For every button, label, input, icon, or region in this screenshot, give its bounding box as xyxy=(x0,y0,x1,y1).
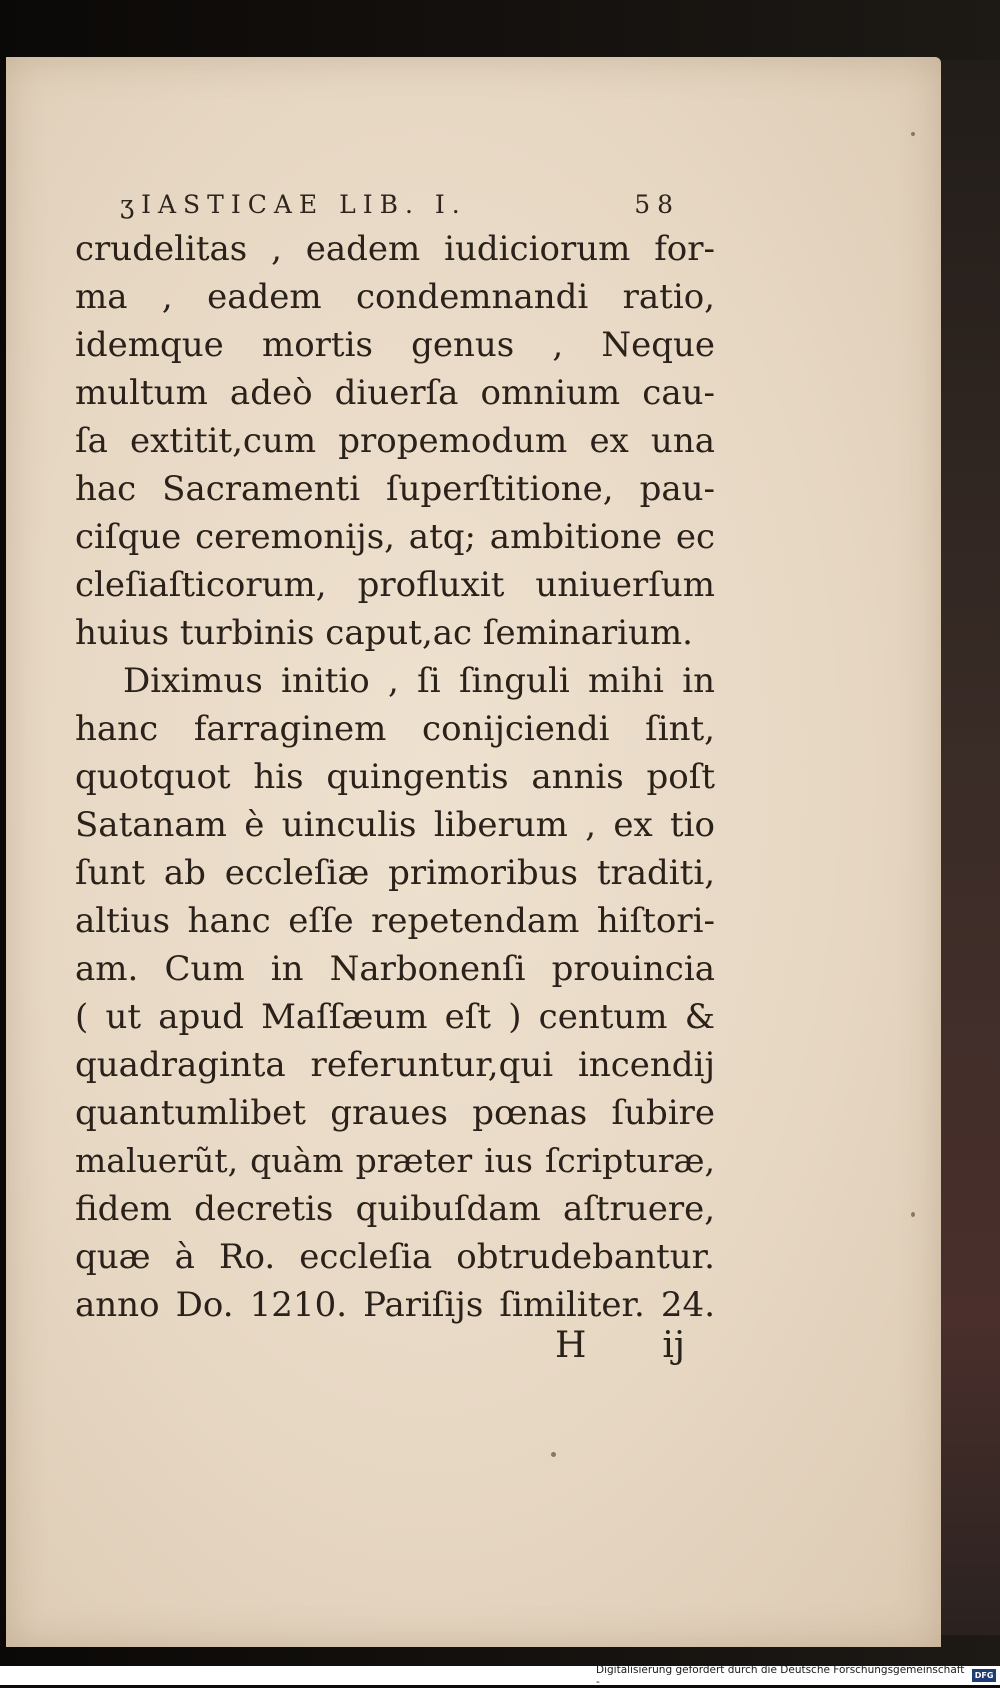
text-line: ſa extitit,cum propemodum ex una xyxy=(75,421,715,461)
text-line: quadraginta referuntur,qui incendij xyxy=(75,1045,715,1085)
text-line: Satanam è uinculis liberum , ex tio xyxy=(75,805,715,845)
text-line: huius turbinis caput,ac ſeminarium. xyxy=(75,613,693,653)
footer-credit xyxy=(590,1663,1000,1688)
funding-credit-text: Digitalisierung gefördert durch die Deutsche Forschungsgemeinschaft - xyxy=(596,1663,965,1688)
scan-edge-strip xyxy=(940,60,1000,1635)
text-line: Diximus initio , ſi ſinguli mihi in xyxy=(123,661,715,701)
signature-number: ij xyxy=(662,1325,685,1366)
text-line: hac Sacramenti ſuperſtitione, pau- xyxy=(75,469,715,509)
text-line: hanc farraginem conijciendi ſint, xyxy=(75,709,715,749)
text-line: ma , eadem condemnandi ratio, xyxy=(75,277,715,317)
body-text xyxy=(75,225,715,1329)
dfg-logo-icon: DFG xyxy=(972,1669,996,1682)
text-line: altius hanc eſſe repetendam hiſtori- xyxy=(75,901,715,941)
signature-mark xyxy=(555,1325,685,1375)
text-line: am. Cum in Narbonenſi prouincia xyxy=(75,949,715,989)
text-line: quotquot his quingentis annis poſt xyxy=(75,757,715,797)
text-line: anno Do. 1210. Pariſijs ſimiliter. 24. xyxy=(75,1285,715,1325)
text-line: ciſque ceremonijs, atq; ambitione ec xyxy=(75,517,715,557)
text-line: idemque mortis genus , Neque xyxy=(75,325,715,365)
text-line: ( ut apud Maſſæum eſt ) centum & xyxy=(75,997,715,1037)
paper-speck xyxy=(911,1212,915,1217)
paper-speck xyxy=(911,132,915,136)
paper-speck xyxy=(551,1452,556,1457)
text-line: crudelitas , eadem iudiciorum for- xyxy=(75,229,715,269)
text-line: multum adeò diuerſa omnium cau- xyxy=(75,373,715,413)
text-line: maluerũt, quàm præter ius ſcripturæ, xyxy=(75,1141,715,1180)
folio-number: 58 xyxy=(634,190,680,219)
text-line: quæ à Ro. eccleſia obtrudebantur. xyxy=(75,1237,715,1277)
text-line: quantumlibet graues pœnas ſubire xyxy=(75,1093,715,1133)
text-line: cleſiaſticorum, profluxit uniuerſum xyxy=(75,565,715,605)
running-head xyxy=(120,190,680,226)
running-head-title: ʒIASTICAE LIB. I. xyxy=(120,190,467,219)
text-line: ſunt ab eccleſiæ primoribus traditi, xyxy=(75,853,715,893)
text-line: fidem decretis quibuſdam aſtruere, xyxy=(75,1189,715,1229)
signature-letter: H xyxy=(555,1325,587,1366)
